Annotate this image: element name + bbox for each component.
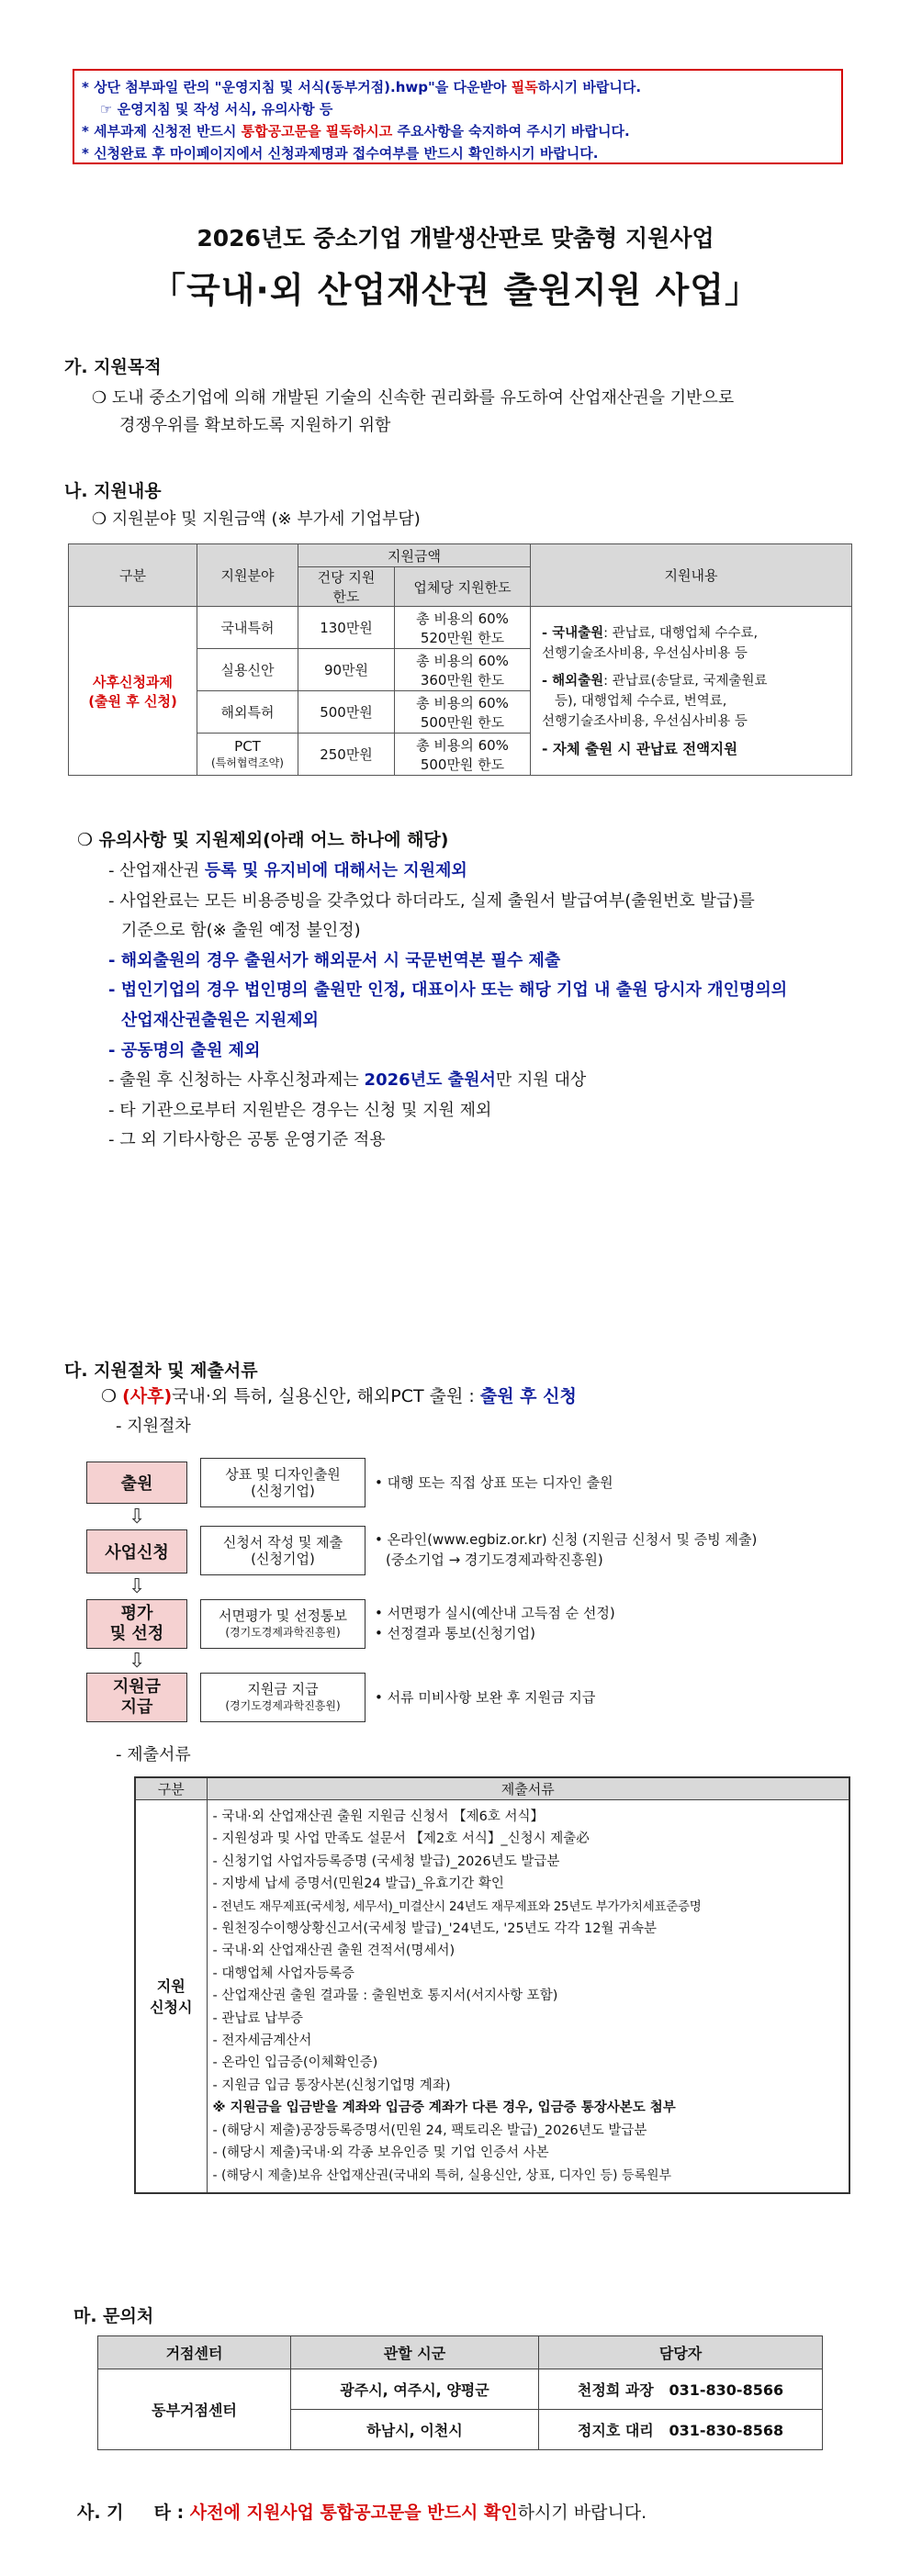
content-cell: - 국내출원: 관납료, 대행업체 수수료, 선행기술조사비용, 우선심사비용 등 - 해외출원: 관납료(송달료, 국제출원료 등), 대행업체 수수료, 번역료, 선행기술조사비용, 우선심사비용 등 - 자체 출원 시 관납료 전액지원 [531, 607, 852, 776]
per-company-cell: 총 비용의 60% 500만원 한도 [395, 691, 531, 734]
docs-th-gubun: 구분 [135, 1777, 207, 1800]
doc-item: - 대행업체 사업자등록증 [212, 1966, 355, 1981]
section-ga-text1: ❍ 도내 중소기업에 의해 개발된 기술의 신속한 권리화를 유도하여 산업재산권을 기반으로 [92, 388, 735, 408]
doc-item: - 원천징수이행상황신고서(국세청 발급)_'24년도, '25년도 각각 12월 귀속분 [212, 1921, 658, 1937]
field-cell: 해외특허 [197, 691, 298, 734]
th-gubun: 구분 [69, 544, 197, 607]
step-apply-note: • 대행 또는 직접 상표 또는 디자인 출원 [375, 1474, 613, 1491]
caution-item: 기준으로 함(※ 출원 예정 불인정) [121, 921, 361, 941]
caution-item: - 해외출원의 경우 출원서가 해외문서 시 국문번역본 필수 제출 [108, 950, 561, 970]
per-case-cell: 90만원 [298, 649, 395, 691]
doc-item: - 온라인 입금증(이체확인증) [212, 2055, 378, 2071]
notice-box [73, 69, 843, 164]
contact-region: 하남시, 이천시 [291, 2410, 539, 2450]
doc-item: - 신청기업 사업자등록증명 (국세청 발급)_2026년도 발급분 [212, 1854, 560, 1869]
contact-manager: 천정희 과장 031-830-8566 [539, 2369, 823, 2410]
section-da-heading: 다. 지원절차 및 제출서류 [64, 1361, 258, 1381]
contact-center: 동부거점센터 [98, 2369, 291, 2450]
docs-label: - 제출서류 [116, 1745, 191, 1764]
step-business-application-note: • 온라인(www.egbiz.or.kr) 신청 (지원금 신청서 및 증빙 제출) (중소기업 → 경기도경제과학진흥원) [375, 1531, 758, 1568]
notice-line-3: * 세부과제 신청전 반드시 통합공고문을 필독하시고 주요사항을 숙지하여 주시기 바랍니다. [82, 123, 630, 140]
step-evaluation-note: • 서면평가 실시(예산내 고득점 순 선정) • 선정결과 통보(신청기업) [375, 1605, 615, 1641]
field-cell: PCT (특허협력조약) [197, 734, 298, 776]
notice-line-1: * 상단 첨부파일 란의 "운영지침 및 서식(동부거점).hwp"을 다운받아 필독하시기 바랍니다. [82, 79, 642, 95]
step-apply: 출원 [86, 1462, 187, 1504]
doc-item: - 지원성과 및 사업 만족도 설문서 【제2호 서식】_신청시 제출必 [212, 1831, 590, 1847]
th-per-case: 건당 지원한도 [298, 567, 395, 607]
doc-item: - 지원금 입금 통장사본(신청기업명 계좌) [212, 2078, 451, 2093]
step-payment-note: • 서류 미비사항 보완 후 지원금 지급 [375, 1689, 596, 1706]
doc-item: - 산업재산권 출원 결과물 : 출원번호 통지서(서지사항 포함) [212, 1988, 558, 2004]
doc-title-line2: 「국내·외 산업재산권 출원지원 사업」 [150, 270, 761, 310]
docs-table [134, 1776, 850, 2194]
docs-row-label: 지원 신청시 [135, 1800, 207, 2193]
section-ga-text2: 경쟁우위를 확보하도록 지원하기 위함 [119, 416, 391, 435]
per-case-cell: 250만원 [298, 734, 395, 776]
doc-item: - 관납료 납부증 [212, 2010, 303, 2026]
th-per-company: 업체당 지원한도 [395, 567, 531, 607]
section-sa: 사. 기 타 : 사전에 지원사업 통합공고문을 반드시 확인하시기 바랍니다. [77, 2503, 647, 2523]
per-company-cell: 총 비용의 60% 520만원 한도 [395, 607, 531, 649]
section-na-sub: ❍ 지원분야 및 지원금액 (※ 부가세 기업부담) [92, 510, 421, 529]
contact-manager: 정지호 대리 031-830-8568 [539, 2410, 823, 2450]
caution-list [108, 857, 871, 1156]
th-field: 지원분야 [197, 544, 298, 607]
notice-line-4: * 신청완료 후 마이페이지에서 신청과제명과 접수여부를 반드시 확인하시기 바랍니다. [82, 145, 599, 162]
down-arrow-icon: ⇩ [129, 1506, 146, 1529]
caution-item: - 산업재산권 등록 및 유지비에 대해서는 지원제외 [108, 861, 467, 880]
docs-list-cell [207, 1800, 849, 2193]
section-da-sub: ❍ (사후)국내·외 특허, 실용신안, 해외PCT 출원 : 출원 후 신청 [101, 1386, 577, 1406]
caution-item: - 법인기업의 경우 법인명의 출원만 인정, 대표이사 또는 해당 기업 내 출원 당시자 개인명의의 [108, 980, 788, 1001]
doc-item: - (해당시 제출)국내·외 각종 보유인증 및 기업 인증서 사본 [212, 2145, 549, 2161]
contact-region: 광주시, 여주시, 양평군 [291, 2369, 539, 2410]
procedure-label: - 지원절차 [116, 1417, 191, 1436]
step-evaluation-desc: 서면평가 및 선정통보 (경기도경제과학진흥원) [200, 1599, 366, 1649]
section-ma-heading: 마. 문의처 [73, 2306, 154, 2326]
per-case-cell: 130만원 [298, 607, 395, 649]
doc-item: ※ 지원금을 입금받을 계좌와 입금증 계좌가 다른 경우, 입금증 통장사본도 첨부 [212, 2100, 676, 2116]
doc-item: - 전년도 재무제표(국세청, 세무서)_미결산시 24년도 재무제표와 25년도 부가가치세표준증명 [212, 1898, 702, 1914]
step-business-application: 사업신청 [86, 1529, 187, 1574]
contact-th-region: 관할 시군 [291, 2336, 539, 2369]
field-cell: 국내특허 [197, 607, 298, 649]
doc-item: - (해당시 제출)공장등록증명서(민원 24, 팩토리온 발급)_2026년도 발급분 [212, 2122, 647, 2138]
support-amount-table [68, 543, 852, 776]
doc-item: - 국내·외 산업재산권 출원 지원금 신청서 【제6호 서식】 [212, 1809, 544, 1824]
down-arrow-icon: ⇩ [129, 1650, 146, 1673]
caution-item: - 사업완료는 모든 비용증빙을 갖추었다 하더라도, 실제 출원서 발급여부(출원번호 발급)를 [108, 890, 755, 911]
notice-line-2: ☞ 운영지침 및 작성 서식, 유의사항 등 [100, 101, 333, 118]
doc-item: - 국내·외 산업재산권 출원 견적서(명세서) [212, 1943, 456, 1959]
doc-title-line1: 2026년도 중소기업 개발생산판로 맞춤형 지원사업 [197, 225, 714, 252]
per-case-cell: 500만원 [298, 691, 395, 734]
docs-th-docs: 제출서류 [207, 1777, 849, 1800]
doc-item: - (해당시 제출)보유 산업재산권(국내외 특허, 실용신안, 상표, 디자인 등) 등록원부 [212, 2167, 672, 2183]
caution-heading: ❍ 유의사항 및 지원제외(아래 어느 하나에 해당) [77, 830, 449, 850]
th-amount: 지원금액 [298, 544, 531, 567]
caution-item: - 공동명의 출원 제외 [108, 1040, 261, 1060]
caution-item: - 타 기관으로부터 지원받은 경우는 신청 및 지원 제외 [108, 1100, 492, 1120]
contact-table [97, 2335, 823, 2450]
section-ga-heading: 가. 지원목적 [64, 357, 162, 377]
contact-th-center: 거점센터 [98, 2336, 291, 2369]
step-apply-desc: 상표 및 디자인출원 (신청기업) [200, 1458, 366, 1507]
per-company-cell: 총 비용의 60% 500만원 한도 [395, 734, 531, 776]
category-cell: 사후신청과제 (출원 후 신청) [69, 607, 197, 776]
step-payment-desc: 지원금 지급 (경기도경제과학진흥원) [200, 1673, 366, 1722]
down-arrow-icon: ⇩ [129, 1575, 146, 1598]
section-na-heading: 나. 지원내용 [64, 481, 162, 501]
caution-item: - 출원 후 신청하는 사후신청과제는 2026년도 출원서만 지원 대상 [108, 1070, 587, 1091]
doc-item: - 지방세 납세 증명서(민원24 발급)_유효기간 확인 [212, 1876, 504, 1892]
step-business-application-desc: 신청서 작성 및 제출 (신청기업) [200, 1526, 366, 1575]
contact-th-manager: 담당자 [539, 2336, 823, 2369]
step-payment: 지원금 지급 [86, 1673, 187, 1722]
caution-item: 산업재산권출원은 지원제외 [121, 1010, 319, 1030]
doc-item: - 전자세금계산서 [212, 2033, 312, 2049]
th-content: 지원내용 [531, 544, 852, 607]
step-evaluation: 평가 및 선정 [86, 1599, 187, 1649]
field-cell: 실용신안 [197, 649, 298, 691]
per-company-cell: 총 비용의 60% 360만원 한도 [395, 649, 531, 691]
caution-item: - 그 외 기타사항은 공통 운영기준 적용 [108, 1130, 386, 1150]
